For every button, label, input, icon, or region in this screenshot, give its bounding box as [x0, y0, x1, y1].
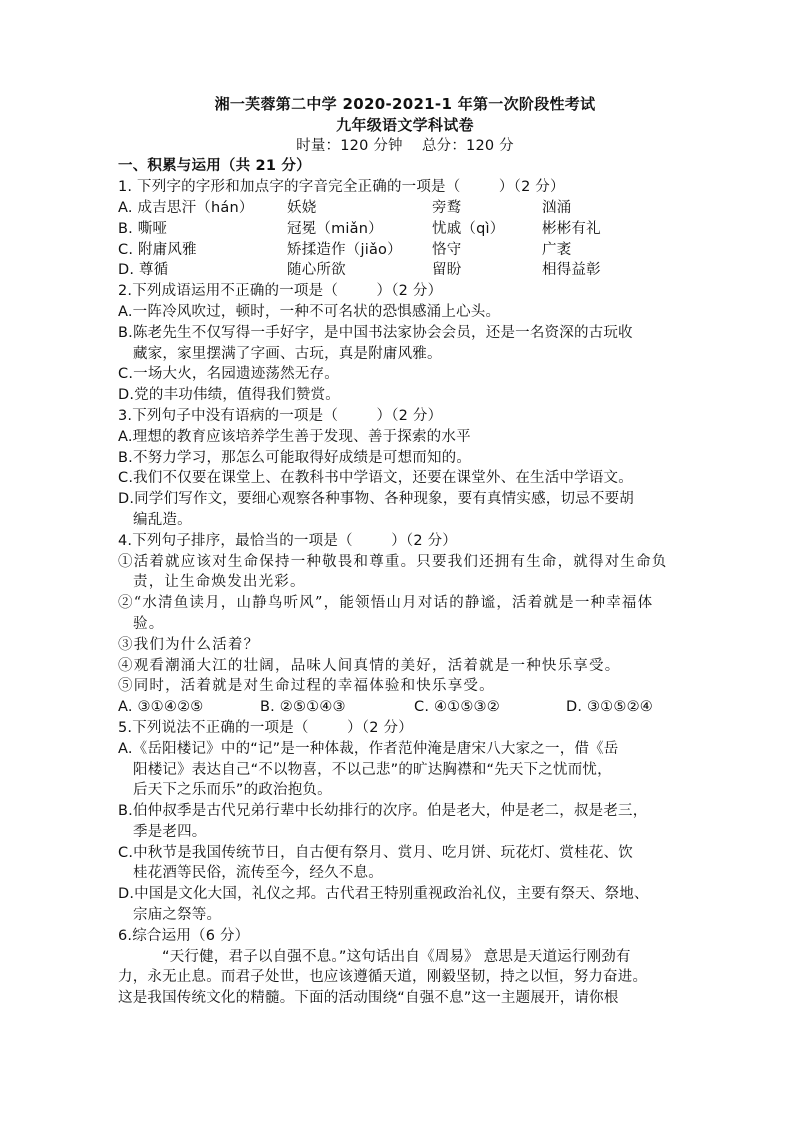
option-b: B.不努力学习，那怎么可能取得好成绩是可想而知的。 [118, 449, 472, 466]
option-c: C. ④①⑤③② [414, 699, 500, 716]
option-a: A. ③①④②⑤ [118, 699, 204, 716]
sentence-5: ⑤同时，活着就是对生命过程的幸福体验和快乐享受。 [118, 678, 495, 695]
question-stem: 6.综合运用（6 分） [118, 927, 250, 944]
option-d-continued: 编乱造。 [133, 511, 192, 528]
option-cell: 汹涌 [542, 199, 572, 216]
exam-subtitle: 九年级语文学科试卷 [336, 115, 474, 134]
paragraph-line: 力，永无止息。而君子处世，也应该遵循天道，刚毅坚韧，持之以恒，努力奋进。 [118, 969, 648, 986]
option-a-continued: 后天下之乐而乐”的政治抱负。 [133, 782, 332, 799]
option-cell: B. 嘶哑 [118, 220, 168, 237]
option-d-continued: 宗庙之祭等。 [133, 907, 222, 924]
option-cell: 恪守 [432, 241, 462, 258]
option-a-continued: 阳楼记》表达自己“不以物喜，不以己悲”的旷达胸襟和“先天下之忧而忧， [133, 761, 612, 778]
option-row [118, 697, 692, 718]
option-b-continued: 季是老四。 [133, 823, 207, 840]
question-4 [118, 531, 692, 718]
sentence-3: ③我们为什么活着？ [118, 636, 260, 653]
option-d: D. ③①⑤②④ [566, 699, 653, 716]
option-cell: 旁鹜 [432, 199, 462, 216]
question-1 [118, 177, 692, 281]
question-stem: 3.下列句子中没有语病的一项是（ ）（2 分） [118, 407, 443, 424]
question-3 [118, 406, 692, 531]
paragraph-line: 这是我国传统文化的精髓。下面的活动围绕“自强不息”这一主题展开，请你根 [118, 990, 619, 1007]
question-stem: 1. 下列字的字形和加点字的字音完全正确的一项是（ ）（2 分） [118, 179, 565, 196]
option-c: C.中秋节是我国传统节日，自古便有祭月、赏月、吃月饼、玩花灯、赏桂花、饮 [118, 844, 633, 861]
exam-time-info: 时量：120 分钟 总分：120 分 [296, 137, 514, 154]
option-cell: 妖娆 [287, 199, 317, 216]
option-row-b [118, 219, 692, 240]
option-b: B.陈老先生不仅写得一手好字，是中国书法家协会会员，还是一名资深的古玩收 [118, 324, 633, 341]
option-a: A.一阵冷风吹过，顿时，一种不可名状的恐惧感涌上心头。 [118, 303, 501, 320]
option-b: B. ②⑤①④③ [260, 699, 346, 716]
option-cell: 随心所欲 [287, 262, 346, 279]
option-cell: A. 成吉思汗（hán） [118, 199, 254, 216]
option-d: D.中国是文化大国，礼仪之邦。古代君王特别重视政治礼仪，主要有祭天、祭地、 [118, 886, 649, 903]
option-cell: 广袤 [542, 241, 572, 258]
option-row-c [118, 240, 692, 261]
option-cell: 彬彬有礼 [542, 220, 601, 237]
option-cell: 冠冕（miǎn） [287, 220, 383, 237]
question-6 [118, 926, 692, 1009]
option-c-continued: 桂花酒等民俗，流传至今，经久不息。 [133, 865, 383, 882]
sentence-2: ②“水清鱼读月，山静鸟听风”，能领悟山月对话的静谧，活着就是一种幸福体 [118, 595, 654, 612]
option-b-continued: 藏家，家里摆满了字画、古玩，真是附庸风雅。 [133, 345, 442, 362]
option-a: A.《岳阳楼记》中的“记”是一种体裁，作者范仲淹是唐宋八大家之一，借《岳 [118, 740, 619, 757]
section-heading: 一、积累与运用（共 21 分） [118, 158, 311, 175]
sentence-2-continued: 验。 [133, 615, 165, 632]
option-cell: 忧戚（qì） [432, 220, 505, 237]
option-d: D.同学们写作文，要细心观察各种事物、各种现象，要有真情实感，切忌不要胡 [118, 491, 634, 508]
option-cell: 相得益彰 [542, 262, 601, 279]
question-2 [118, 281, 692, 406]
sentence-1-continued: 责，让生命焕发出光彩。 [133, 574, 306, 591]
option-c: C.我们不仅要在课堂上、在教科书中学语文，还要在课堂外、在生活中学语文。 [118, 470, 633, 487]
sentence-1: ①活着就应该对生命保持一种敬畏和尊重。只要我们还拥有生命，就得对生命负 [118, 553, 668, 570]
option-cell: 留盼 [432, 262, 462, 279]
question-5 [118, 718, 692, 926]
option-cell: 矫揉造作（jiǎo） [287, 241, 402, 258]
question-stem: 2.下列成语运用不正确的一项是（ ）（2 分） [118, 283, 443, 300]
exam-page [118, 94, 692, 1009]
option-b: B.伯仲叔季是古代兄弟行辈中长幼排行的次序。伯是老大，仲是老二，叔是老三， [118, 803, 648, 820]
exam-title: 湘一芙蓉第二中学 2020-2021-1 年第一次阶段性考试 [214, 95, 596, 113]
sentence-4: ④观看潮涌大江的壮阔，品味人间真情的美好，活着就是一种快乐享受。 [118, 657, 621, 674]
option-a: A.理想的教育应该培养学生善于发现、善于探索的水平 [118, 428, 471, 445]
question-stem: 4.下列句子排序，最恰当的一项是（ ）（2 分） [118, 532, 457, 549]
option-c: C.一场大火，名园遗迹荡然无存。 [118, 366, 339, 383]
option-row-a [118, 198, 692, 219]
paragraph-line: “天行健，君子以自强不息。”这句话出自《周易》 意思是天道运行刚劲有 [162, 948, 631, 965]
option-d: D.党的丰功伟绩，值得我们赞赏。 [118, 387, 340, 404]
option-cell: D. 尊循 [118, 262, 169, 279]
option-cell: C. 附庸风雅 [118, 241, 197, 258]
question-stem: 5.下列说法不正确的一项是（ ）（2 分） [118, 719, 413, 736]
option-row-d [118, 260, 692, 281]
